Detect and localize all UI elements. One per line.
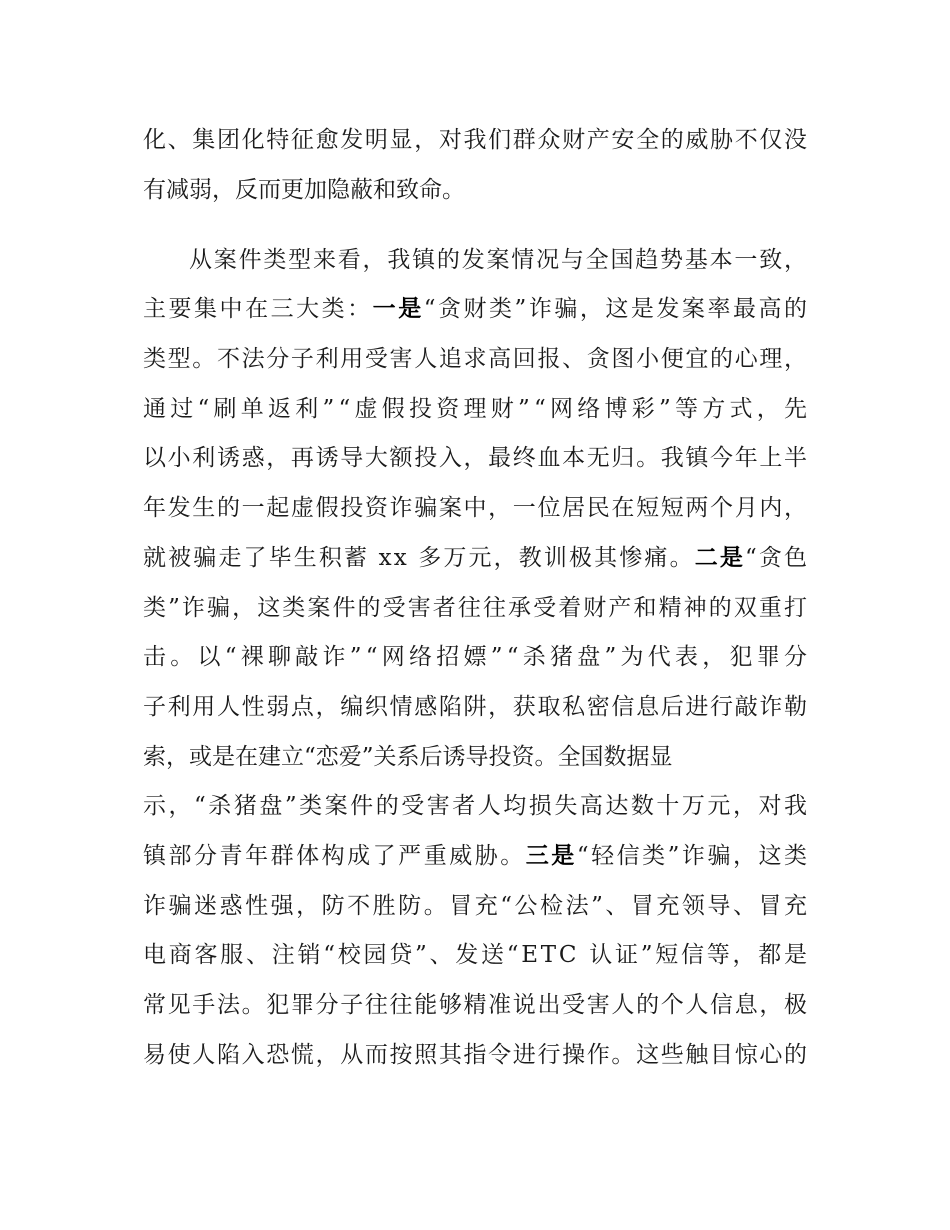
text-line: [143, 1040, 809, 1070]
text-segment: 击。以“裸聊敲诈”“网络招嫖”“杀猪盘”为代表，犯罪分: [143, 644, 812, 670]
text-segment: 诈骗迷惑性强，防不胜防。冒充“公检法”、冒充领导、冒充: [143, 893, 810, 919]
text-segment: 以小利诱惑，再诱导大额投入，最终血本无归。我镇今年上半: [143, 445, 809, 471]
text-line: [143, 175, 465, 205]
text-segment: 就被骗走了毕生积蓄 xx 多万元，教训极其惨痛。: [143, 545, 695, 571]
text-segment: 示，“杀猪盘”类案件的受害者人均损失高达数十万元，对我: [143, 793, 810, 819]
text-segment: “贪色: [744, 545, 810, 571]
text-segment: 类”诈骗，这类案件的受害者往往承受着财产和精神的双重打: [143, 595, 810, 621]
emphasis-third-category: 三是: [525, 843, 577, 869]
text-line: [143, 742, 673, 772]
text-segment: “轻信类”诈骗，这类: [576, 843, 810, 869]
emphasis-first-category: 一是: [372, 296, 424, 322]
text-segment: 从案件类型来看，我镇的发案情况与全国趋势基本一致，: [189, 247, 809, 273]
text-line: [143, 294, 810, 324]
text-line: [143, 990, 809, 1020]
text-segment: “贪财类”诈骗，这是发案率最高的: [423, 296, 810, 322]
text-segment: 电商客服、注销“校园贷”、发送“ETC 认证”短信等，都是: [143, 942, 810, 968]
text-segment: 索，或是在建立“恋爱”关系后诱导投资。全国数据显: [143, 744, 673, 770]
text-line: [143, 125, 809, 155]
text-line: [143, 841, 810, 871]
text-segment: 常见手法。犯罪分子往往能够精准说出受害人的个人信息，极: [143, 992, 809, 1018]
text-segment: 主要集中在三大类：: [143, 296, 373, 322]
text-segment: 子利用人性弱点，编织情感陷阱，获取私密信息后进行敲诈勒: [143, 694, 809, 720]
text-line: [143, 642, 811, 672]
paragraph-first-line: [189, 245, 809, 275]
text-line: [143, 940, 810, 970]
text-line: [143, 443, 809, 473]
emphasis-second-category: 二是: [694, 545, 745, 571]
text-segment: 镇部分青年群体构成了严重威胁。: [143, 843, 526, 869]
text-line: [143, 593, 809, 623]
text-segment: 年发生的一起虚假投资诈骗案中，一位居民在短短两个月内，: [143, 495, 809, 521]
text-segment: 通过“刷单返利”“虚假投资理财”“网络博彩”等方式，先: [143, 396, 812, 422]
text-segment: 类型。不法分子利用受害人追求高回报、贪图小便宜的心理，: [143, 346, 809, 372]
text-line: [143, 344, 809, 374]
text-segment: 化、集团化特征愈发明显，对我们群众财产安全的威胁不仅没: [143, 127, 809, 153]
text-segment: 有减弱，反而更加隐蔽和致命。: [143, 177, 465, 203]
text-line: [143, 692, 809, 722]
text-segment: 易使人陷入恐慌，从而按照其指令进行操作。这些触目惊心的: [143, 1042, 809, 1068]
text-line: [143, 543, 809, 573]
text-line: [143, 394, 811, 424]
text-line: [143, 493, 809, 523]
text-line: [143, 891, 810, 921]
text-line: [143, 791, 810, 821]
